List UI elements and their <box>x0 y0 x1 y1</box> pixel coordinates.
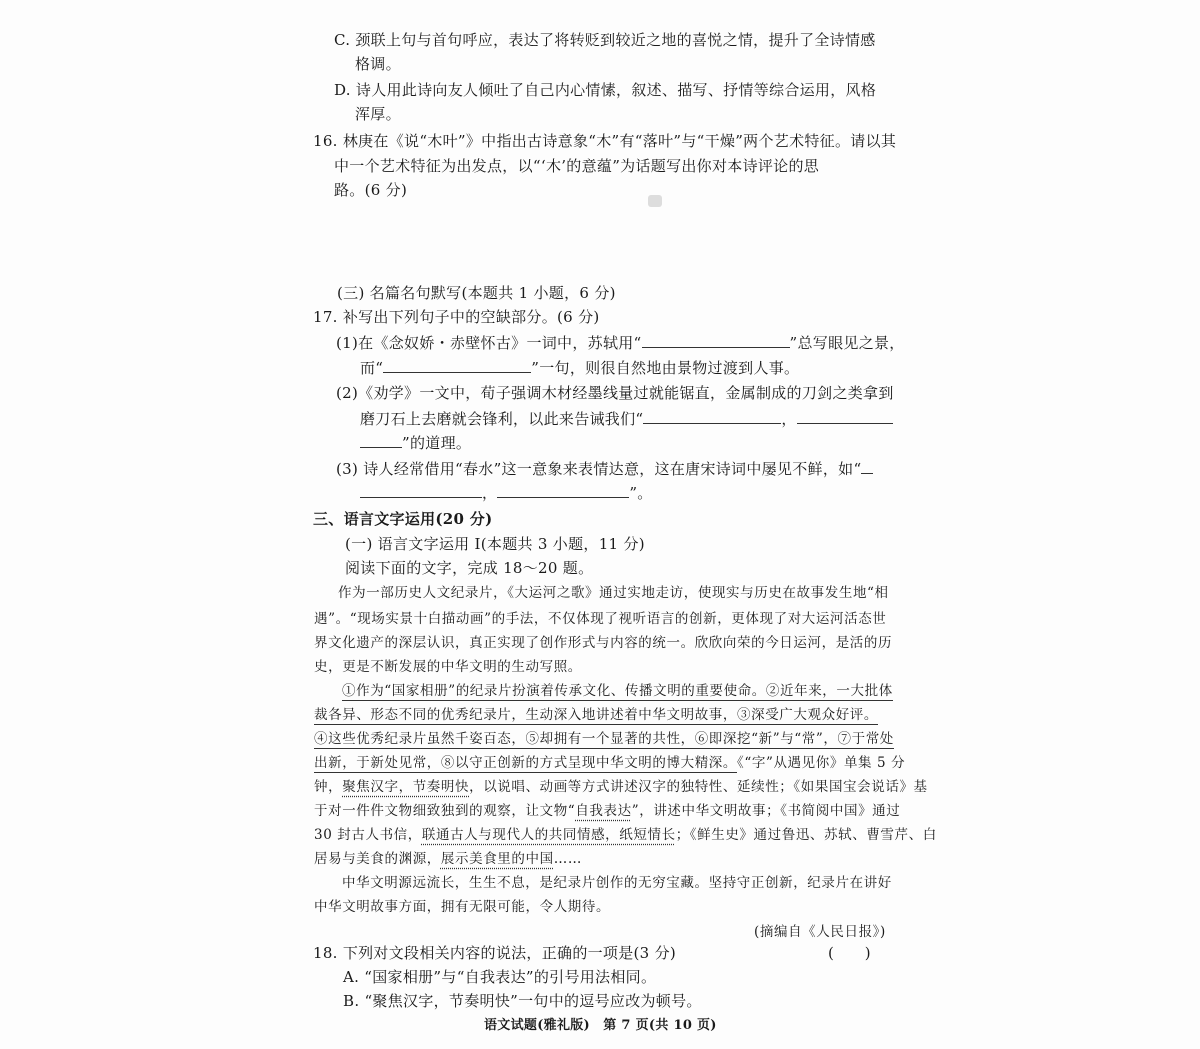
passage-p1-line3: 界文化遗产的深层认识，真正实现了创作形式与内容的统一。欣欣向荣的今日运河，是活的历 <box>314 635 893 651</box>
passage-p2-line7 <box>314 825 937 845</box>
q16-line3: 路。(6 分) <box>334 181 408 199</box>
q17-item1-line1 <box>336 333 905 353</box>
underlined-sentence: ④这些优秀纪录片虽然千姿百态，⑤却拥有一个显著的共性，⑥即深挖“新”与“常”，⑦于常处 <box>314 731 894 747</box>
underlined-sentence: 出新，于新处见常，⑧以守正创新的方式呈现中华文明的博大精深。 <box>314 755 737 771</box>
passage-text: 30 封古人书信， <box>314 827 422 843</box>
q17-item3-text-a: (3) 诗人经常借用“春水”这一意象来表情达意，这在唐宋诗词中屡见不鲜，如“ <box>336 460 862 478</box>
passage-source: (摘编自《人民日报》) <box>754 924 886 940</box>
q17-blank-4b[interactable] <box>360 433 402 448</box>
passage-text: ”，讲述中华文明故事；《书简阅中国》通过 <box>631 803 901 819</box>
passage-p3-line1: 中华文明源远流长，生生不息，是纪录片创作的无穷宝藏。坚持守正创新，纪录片在讲好 <box>342 875 892 891</box>
passage-text: …… <box>553 851 582 867</box>
q17-blank-2[interactable] <box>383 358 531 373</box>
dotted-emphasis: 展示美食里的中国 <box>440 851 554 867</box>
passage-text: 居易与美食的渊源， <box>314 851 441 867</box>
q17-blank-6[interactable] <box>497 483 629 498</box>
passage-p2-line5 <box>314 777 928 797</box>
passage-text: 于对一件件文物细致独到的观察，让文物“ <box>314 803 576 819</box>
passage-p1-line1: 作为一部历史人文纪录片，《大运河之歌》通过实地走访，使现实与历史在故事发生地“相 <box>338 585 889 601</box>
q17-item3-comma: ， <box>482 484 498 502</box>
q17-item1-text-b: ”总写眼见之景， <box>789 334 905 352</box>
q17-item2-comma: ， <box>781 410 797 428</box>
passage-p2-line4 <box>314 753 905 773</box>
q17-item3-line1 <box>336 459 873 479</box>
q17-item2-text-d: ”的道理。 <box>402 434 472 452</box>
dotted-emphasis: 联通古人与现代人的共同情感，纸短情长 <box>421 827 676 843</box>
q17-item1-text-d: ”一句，则很自然地由景物过渡到人事。 <box>531 359 800 377</box>
q17-item1-text-a: (1)在《念奴娇・赤壁怀古》一词中，苏轼用“ <box>336 334 642 352</box>
part3-heading: 三、语言文字运用(20 分) <box>313 510 493 528</box>
passage-text: 《“字”从遇见你》单集 5 分 <box>737 755 906 771</box>
q17-item3-text-c: ”。 <box>629 484 653 502</box>
passage-p1-line4: 史，更是不断发展的中华文明的生动写照。 <box>314 659 582 675</box>
q18-option-a: A. “国家相册”与“自我表达”的引号用法相同。 <box>343 968 657 986</box>
passage-p2-line6 <box>314 801 900 821</box>
q17-blank-4a[interactable] <box>797 409 893 424</box>
q18-option-b: B. “聚焦汉字，节奏明快”一句中的逗号应改为顿号。 <box>343 992 702 1010</box>
q15-option-d-line2: 浑厚。 <box>355 105 401 123</box>
q17-item3-line2 <box>360 483 653 503</box>
passage-p2-line1 <box>342 681 893 701</box>
passage-p2-line2 <box>314 705 878 725</box>
q17-blank-3[interactable] <box>643 409 781 424</box>
passage-p1-line2: 遇”。“现场实景十白描动画”的手法，不仅体现了视听语言的创新，更体现了对大运河活态世 <box>314 611 887 627</box>
q17-item2-line2 <box>360 409 893 429</box>
passage-text: 钟， <box>314 779 343 795</box>
passage-text: ；《鲜生史》通过鲁迅、苏轼、曹雪芹、白 <box>675 827 937 843</box>
q17-item1-text-c: 而“ <box>360 359 384 377</box>
reading-prompt: 阅读下面的文字，完成 18～20 题。 <box>345 559 594 577</box>
page-footer: 语文试题(雅礼版) 第 7 页(共 10 页) <box>484 1018 717 1033</box>
passage-text: ，以说唱、动画等方式讲述汉字的独特性、延续性；《如果国宝会说话》基 <box>469 779 928 795</box>
q17-blank-1[interactable] <box>642 333 790 348</box>
q18-stem: 18. 下列对文段相关内容的说法，正确的一项是(3 分) <box>313 944 677 962</box>
q17-item1-line2 <box>360 358 799 378</box>
underlined-sentence: ①作为“国家相册”的纪录片扮演着传承文化、传播文明的重要使命。②近年来，一大批体 <box>342 683 893 699</box>
q15-option-d-line1: D. 诗人用此诗向友人倾吐了自己内心情愫，叙述、描写、抒情等综合运用，风格 <box>334 81 877 99</box>
part3-subheading: (一) 语言文字运用 Ⅰ(本题共 3 小题，11 分) <box>345 535 645 553</box>
q16-line2: 中一个艺术特征为出发点，以“‘木’的意蕴”为话题写出你对本诗评论的思 <box>334 157 820 175</box>
passage-p2-line3 <box>314 729 894 749</box>
q17-item2-line1: (2)《劝学》一文中，荀子强调木材经墨线量过就能锯直，金属制成的刀剑之类拿到 <box>336 384 894 402</box>
q17-blank-5a[interactable] <box>861 459 873 474</box>
underlined-sentence: 裁各异、形态不同的优秀纪录片，生动深入地讲述着中华文明故事，③深受广大观众好评。 <box>314 707 878 723</box>
q17-item2-line3 <box>360 433 471 453</box>
q17-item2-text-b: 磨刀石上去磨就会锋利，以此来告诫我们“ <box>360 410 644 428</box>
q15-option-c-line1: C. 颈联上句与首句呼应，表达了将转贬到较近之地的喜悦之情，提升了全诗情感 <box>334 31 876 49</box>
q15-option-c-line2: 格调。 <box>355 55 401 73</box>
scan-smudge <box>648 195 662 207</box>
q16-line1: 16. 林庚在《说“木叶”》中指出古诗意象“木”有“落叶”与“干燥”两个艺术特征。请以其 <box>313 132 897 150</box>
section-famous-lines-heading: (三) 名篇名句默写(本题共 1 小题，6 分) <box>337 284 616 302</box>
q17-stem: 17. 补写出下列句子中的空缺部分。(6 分) <box>313 308 600 326</box>
passage-p2-line8 <box>314 849 582 869</box>
dotted-emphasis: 聚焦汉字，节奏明快 <box>342 779 470 795</box>
q18-answer-box[interactable]: ( ) <box>828 944 871 962</box>
passage-p3-line2: 中华文明故事方面，拥有无限可能，令人期待。 <box>314 899 611 915</box>
dotted-emphasis: 自我表达 <box>575 803 632 819</box>
q17-blank-5b[interactable] <box>360 483 482 498</box>
